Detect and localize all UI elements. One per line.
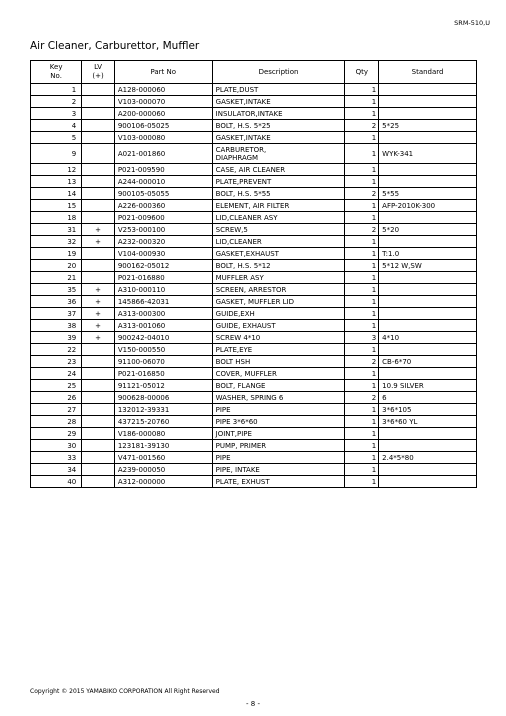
table-row xyxy=(31,132,477,144)
row-part-no: A312-000000 xyxy=(114,476,212,488)
table-row xyxy=(31,464,477,476)
table-row xyxy=(31,476,477,488)
model-code: SRM-510,U xyxy=(454,19,490,27)
row-key-no: 5 xyxy=(31,132,82,144)
copyright-notice: Copyright © 2015 YAMABIKO CORPORATION All Right Reserved xyxy=(30,688,220,695)
row-qty: 1 xyxy=(345,368,379,380)
row-qty: 1 xyxy=(345,284,379,296)
col-header-standard: Standard xyxy=(379,61,477,84)
row-standard xyxy=(379,212,477,224)
row-qty: 1 xyxy=(345,404,379,416)
row-level xyxy=(82,404,115,416)
row-level xyxy=(82,176,115,188)
row-level xyxy=(82,356,115,368)
row-level xyxy=(82,96,115,108)
table-row xyxy=(31,260,477,272)
row-qty: 2 xyxy=(345,120,379,132)
row-level xyxy=(82,84,115,96)
row-description: BOLT, H.S. 5*25 xyxy=(212,120,345,132)
row-standard: 3*6*105 xyxy=(379,404,477,416)
row-part-no: P021-009590 xyxy=(114,164,212,176)
row-description: PUMP, PRIMER xyxy=(212,440,345,452)
row-part-no: 123181-39130 xyxy=(114,440,212,452)
table-row xyxy=(31,96,477,108)
row-description: BOLT HSH xyxy=(212,356,345,368)
row-standard xyxy=(379,476,477,488)
row-description: PLATE,PREVENT xyxy=(212,176,345,188)
row-standard xyxy=(379,296,477,308)
row-level: + xyxy=(82,332,115,344)
row-qty: 2 xyxy=(345,188,379,200)
row-standard: 5*12 W,SW xyxy=(379,260,477,272)
row-standard: CB-6*70 xyxy=(379,356,477,368)
row-key-no: 22 xyxy=(31,344,82,356)
row-standard: 4*10 xyxy=(379,332,477,344)
table-row xyxy=(31,320,477,332)
row-level: + xyxy=(82,296,115,308)
row-standard xyxy=(379,344,477,356)
row-key-no: 23 xyxy=(31,356,82,368)
row-qty: 1 xyxy=(345,236,379,248)
row-level xyxy=(82,200,115,212)
col-header-description: Description xyxy=(212,61,345,84)
table-row xyxy=(31,200,477,212)
table-row xyxy=(31,404,477,416)
table-row xyxy=(31,440,477,452)
row-qty: 1 xyxy=(345,476,379,488)
row-level: + xyxy=(82,224,115,236)
table-body xyxy=(31,84,477,488)
row-level xyxy=(82,380,115,392)
row-level: + xyxy=(82,320,115,332)
row-key-no: 27 xyxy=(31,404,82,416)
row-description: GUIDE,EXH xyxy=(212,308,345,320)
row-description: SCREEN, ARRESTOR xyxy=(212,284,345,296)
row-level xyxy=(82,132,115,144)
row-level xyxy=(82,344,115,356)
table-row xyxy=(31,236,477,248)
row-standard: T:1.0 xyxy=(379,248,477,260)
row-key-no: 38 xyxy=(31,320,82,332)
row-part-no: 91100-06070 xyxy=(114,356,212,368)
row-description: BOLT, FLANGE xyxy=(212,380,345,392)
row-qty: 1 xyxy=(345,344,379,356)
row-qty: 2 xyxy=(345,356,379,368)
row-level xyxy=(82,452,115,464)
row-key-no: 37 xyxy=(31,308,82,320)
row-level xyxy=(82,368,115,380)
row-key-no: 39 xyxy=(31,332,82,344)
row-description: PLATE,DUST xyxy=(212,84,345,96)
row-description: LID,CLEANER xyxy=(212,236,345,248)
row-part-no: 91121-05012 xyxy=(114,380,212,392)
row-part-no: 900628-00006 xyxy=(114,392,212,404)
row-level xyxy=(82,188,115,200)
row-qty: 1 xyxy=(345,212,379,224)
row-level xyxy=(82,272,115,284)
row-key-no: 35 xyxy=(31,284,82,296)
row-key-no: 24 xyxy=(31,368,82,380)
row-key-no: 20 xyxy=(31,260,82,272)
row-standard xyxy=(379,440,477,452)
row-key-no: 4 xyxy=(31,120,82,132)
row-standard xyxy=(379,428,477,440)
row-level xyxy=(82,416,115,428)
row-part-no: V253-000100 xyxy=(114,224,212,236)
row-level xyxy=(82,428,115,440)
row-qty: 1 xyxy=(345,428,379,440)
table-row xyxy=(31,416,477,428)
row-description: ELEMENT, AIR FILTER xyxy=(212,200,345,212)
table-row xyxy=(31,380,477,392)
page-number: - 8 - xyxy=(246,700,260,708)
row-part-no: A200-000060 xyxy=(114,108,212,120)
row-description: GASKET, MUFFLER LID xyxy=(212,296,345,308)
row-level xyxy=(82,108,115,120)
table-row xyxy=(31,84,477,96)
table-row xyxy=(31,176,477,188)
row-qty: 1 xyxy=(345,164,379,176)
row-key-no: 31 xyxy=(31,224,82,236)
row-standard xyxy=(379,368,477,380)
row-key-no: 18 xyxy=(31,212,82,224)
row-description: PLATE, EXHUST xyxy=(212,476,345,488)
row-standard: 3*6*60 YL xyxy=(379,416,477,428)
row-level xyxy=(82,164,115,176)
row-qty: 1 xyxy=(345,96,379,108)
table-row xyxy=(31,188,477,200)
table-row xyxy=(31,356,477,368)
row-standard xyxy=(379,308,477,320)
row-part-no: V103-000070 xyxy=(114,96,212,108)
row-key-no: 29 xyxy=(31,428,82,440)
row-key-no: 28 xyxy=(31,416,82,428)
table-row xyxy=(31,212,477,224)
row-description: BOLT, H.S. 5*12 xyxy=(212,260,345,272)
row-part-no: A128-000060 xyxy=(114,84,212,96)
table-row xyxy=(31,296,477,308)
table-header-row xyxy=(31,61,477,84)
row-standard: 6 xyxy=(379,392,477,404)
row-description: GASKET,INTAKE xyxy=(212,96,345,108)
row-part-no: 145866-42031 xyxy=(114,296,212,308)
row-key-no: 32 xyxy=(31,236,82,248)
row-part-no: V471-001560 xyxy=(114,452,212,464)
col-header-lv xyxy=(82,61,115,84)
row-standard: AFP-2010K-300 xyxy=(379,200,477,212)
row-standard: WYK-341 xyxy=(379,144,477,164)
row-key-no: 15 xyxy=(31,200,82,212)
row-part-no: A310-000110 xyxy=(114,284,212,296)
row-description: CARBURETOR, DIAPHRAGM xyxy=(212,144,345,164)
row-standard xyxy=(379,236,477,248)
row-part-no: A313-001060 xyxy=(114,320,212,332)
row-level: + xyxy=(82,284,115,296)
row-description: JOINT,PIPE xyxy=(212,428,345,440)
row-qty: 1 xyxy=(345,416,379,428)
row-standard: 5*25 xyxy=(379,120,477,132)
row-key-no: 9 xyxy=(31,144,82,164)
row-level xyxy=(82,392,115,404)
row-qty: 2 xyxy=(345,392,379,404)
row-standard xyxy=(379,464,477,476)
row-part-no: A313-000300 xyxy=(114,308,212,320)
col-header-lv-label: LV (+) xyxy=(92,63,104,80)
row-key-no: 1 xyxy=(31,84,82,96)
row-qty: 1 xyxy=(345,296,379,308)
table-row xyxy=(31,332,477,344)
row-qty: 2 xyxy=(345,224,379,236)
row-qty: 1 xyxy=(345,84,379,96)
table-row xyxy=(31,284,477,296)
row-standard xyxy=(379,108,477,120)
row-qty: 1 xyxy=(345,308,379,320)
row-qty: 1 xyxy=(345,272,379,284)
row-qty: 3 xyxy=(345,332,379,344)
table-row xyxy=(31,452,477,464)
row-qty: 1 xyxy=(345,260,379,272)
row-part-no: V186-000080 xyxy=(114,428,212,440)
row-key-no: 13 xyxy=(31,176,82,188)
row-standard xyxy=(379,320,477,332)
row-key-no: 34 xyxy=(31,464,82,476)
row-description: PIPE 3*6*60 xyxy=(212,416,345,428)
row-part-no: V104-000930 xyxy=(114,248,212,260)
row-qty: 1 xyxy=(345,200,379,212)
row-qty: 1 xyxy=(345,380,379,392)
row-description: SCREW,5 xyxy=(212,224,345,236)
row-standard xyxy=(379,84,477,96)
row-key-no: 36 xyxy=(31,296,82,308)
row-key-no: 33 xyxy=(31,452,82,464)
parts-table xyxy=(30,60,477,488)
row-level xyxy=(82,464,115,476)
row-key-no: 12 xyxy=(31,164,82,176)
row-standard xyxy=(379,164,477,176)
row-level xyxy=(82,248,115,260)
table-row xyxy=(31,144,477,164)
table-row xyxy=(31,392,477,404)
row-part-no: 437215-20760 xyxy=(114,416,212,428)
table-row xyxy=(31,272,477,284)
row-level: + xyxy=(82,236,115,248)
page-title: Air Cleaner, Carburettor, Muffler xyxy=(30,40,200,52)
table-row xyxy=(31,344,477,356)
row-standard: 5*20 xyxy=(379,224,477,236)
row-description: COVER, MUFFLER xyxy=(212,368,345,380)
row-level xyxy=(82,476,115,488)
row-part-no: A021-001860 xyxy=(114,144,212,164)
row-qty: 1 xyxy=(345,452,379,464)
row-key-no: 30 xyxy=(31,440,82,452)
row-description: MUFFLER ASY xyxy=(212,272,345,284)
row-part-no: 900162-05012 xyxy=(114,260,212,272)
row-key-no: 40 xyxy=(31,476,82,488)
col-header-part-no: Part No xyxy=(114,61,212,84)
row-qty: 1 xyxy=(345,144,379,164)
col-header-key xyxy=(31,61,82,84)
row-key-no: 21 xyxy=(31,272,82,284)
row-qty: 1 xyxy=(345,248,379,260)
table-row xyxy=(31,308,477,320)
row-description: LID,CLEANER ASY xyxy=(212,212,345,224)
row-key-no: 26 xyxy=(31,392,82,404)
table-row xyxy=(31,120,477,132)
row-description: GASKET,INTAKE xyxy=(212,132,345,144)
row-key-no: 25 xyxy=(31,380,82,392)
row-description: PIPE xyxy=(212,452,345,464)
row-key-no: 14 xyxy=(31,188,82,200)
table-row xyxy=(31,224,477,236)
row-part-no: 132012-39331 xyxy=(114,404,212,416)
row-key-no: 3 xyxy=(31,108,82,120)
row-qty: 1 xyxy=(345,108,379,120)
row-level xyxy=(82,260,115,272)
row-standard xyxy=(379,132,477,144)
row-part-no: 900106-05025 xyxy=(114,120,212,132)
row-standard xyxy=(379,176,477,188)
row-description: GASKET,EXHAUST xyxy=(212,248,345,260)
row-part-no: 900105-05055 xyxy=(114,188,212,200)
row-part-no: P021-009600 xyxy=(114,212,212,224)
row-part-no: A239-000050 xyxy=(114,464,212,476)
row-key-no: 2 xyxy=(31,96,82,108)
row-part-no: P021-016880 xyxy=(114,272,212,284)
row-standard xyxy=(379,272,477,284)
row-description: PIPE xyxy=(212,404,345,416)
row-qty: 1 xyxy=(345,464,379,476)
row-level xyxy=(82,440,115,452)
row-level xyxy=(82,120,115,132)
table-row xyxy=(31,428,477,440)
row-standard xyxy=(379,96,477,108)
col-header-key-label: Key No. xyxy=(49,63,63,80)
row-description: BOLT, H.S. 5*55 xyxy=(212,188,345,200)
row-part-no: V150-000550 xyxy=(114,344,212,356)
row-description: SCREW 4*10 xyxy=(212,332,345,344)
row-qty: 1 xyxy=(345,320,379,332)
table-row xyxy=(31,108,477,120)
row-description: PLATE,EYE xyxy=(212,344,345,356)
table-row xyxy=(31,164,477,176)
row-part-no: A226-000360 xyxy=(114,200,212,212)
row-standard xyxy=(379,284,477,296)
row-level xyxy=(82,212,115,224)
row-level xyxy=(82,144,115,164)
row-part-no: P021-016850 xyxy=(114,368,212,380)
row-level: + xyxy=(82,308,115,320)
table-row xyxy=(31,368,477,380)
row-standard: 10.9 SILVER xyxy=(379,380,477,392)
row-description: WASHER, SPRING 6 xyxy=(212,392,345,404)
row-description: INSULATOR,INTAKE xyxy=(212,108,345,120)
row-standard: 5*55 xyxy=(379,188,477,200)
table-row xyxy=(31,248,477,260)
row-part-no: A244-000010 xyxy=(114,176,212,188)
row-key-no: 19 xyxy=(31,248,82,260)
row-qty: 1 xyxy=(345,176,379,188)
row-description: CASE, AIR CLEANER xyxy=(212,164,345,176)
col-header-qty: Qty xyxy=(345,61,379,84)
row-description: PIPE, INTAKE xyxy=(212,464,345,476)
row-part-no: V103-000080 xyxy=(114,132,212,144)
row-part-no: A232-000320 xyxy=(114,236,212,248)
row-standard: 2.4*5*80 xyxy=(379,452,477,464)
row-qty: 1 xyxy=(345,132,379,144)
row-description: GUIDE, EXHAUST xyxy=(212,320,345,332)
row-qty: 1 xyxy=(345,440,379,452)
row-part-no: 900242-04010 xyxy=(114,332,212,344)
